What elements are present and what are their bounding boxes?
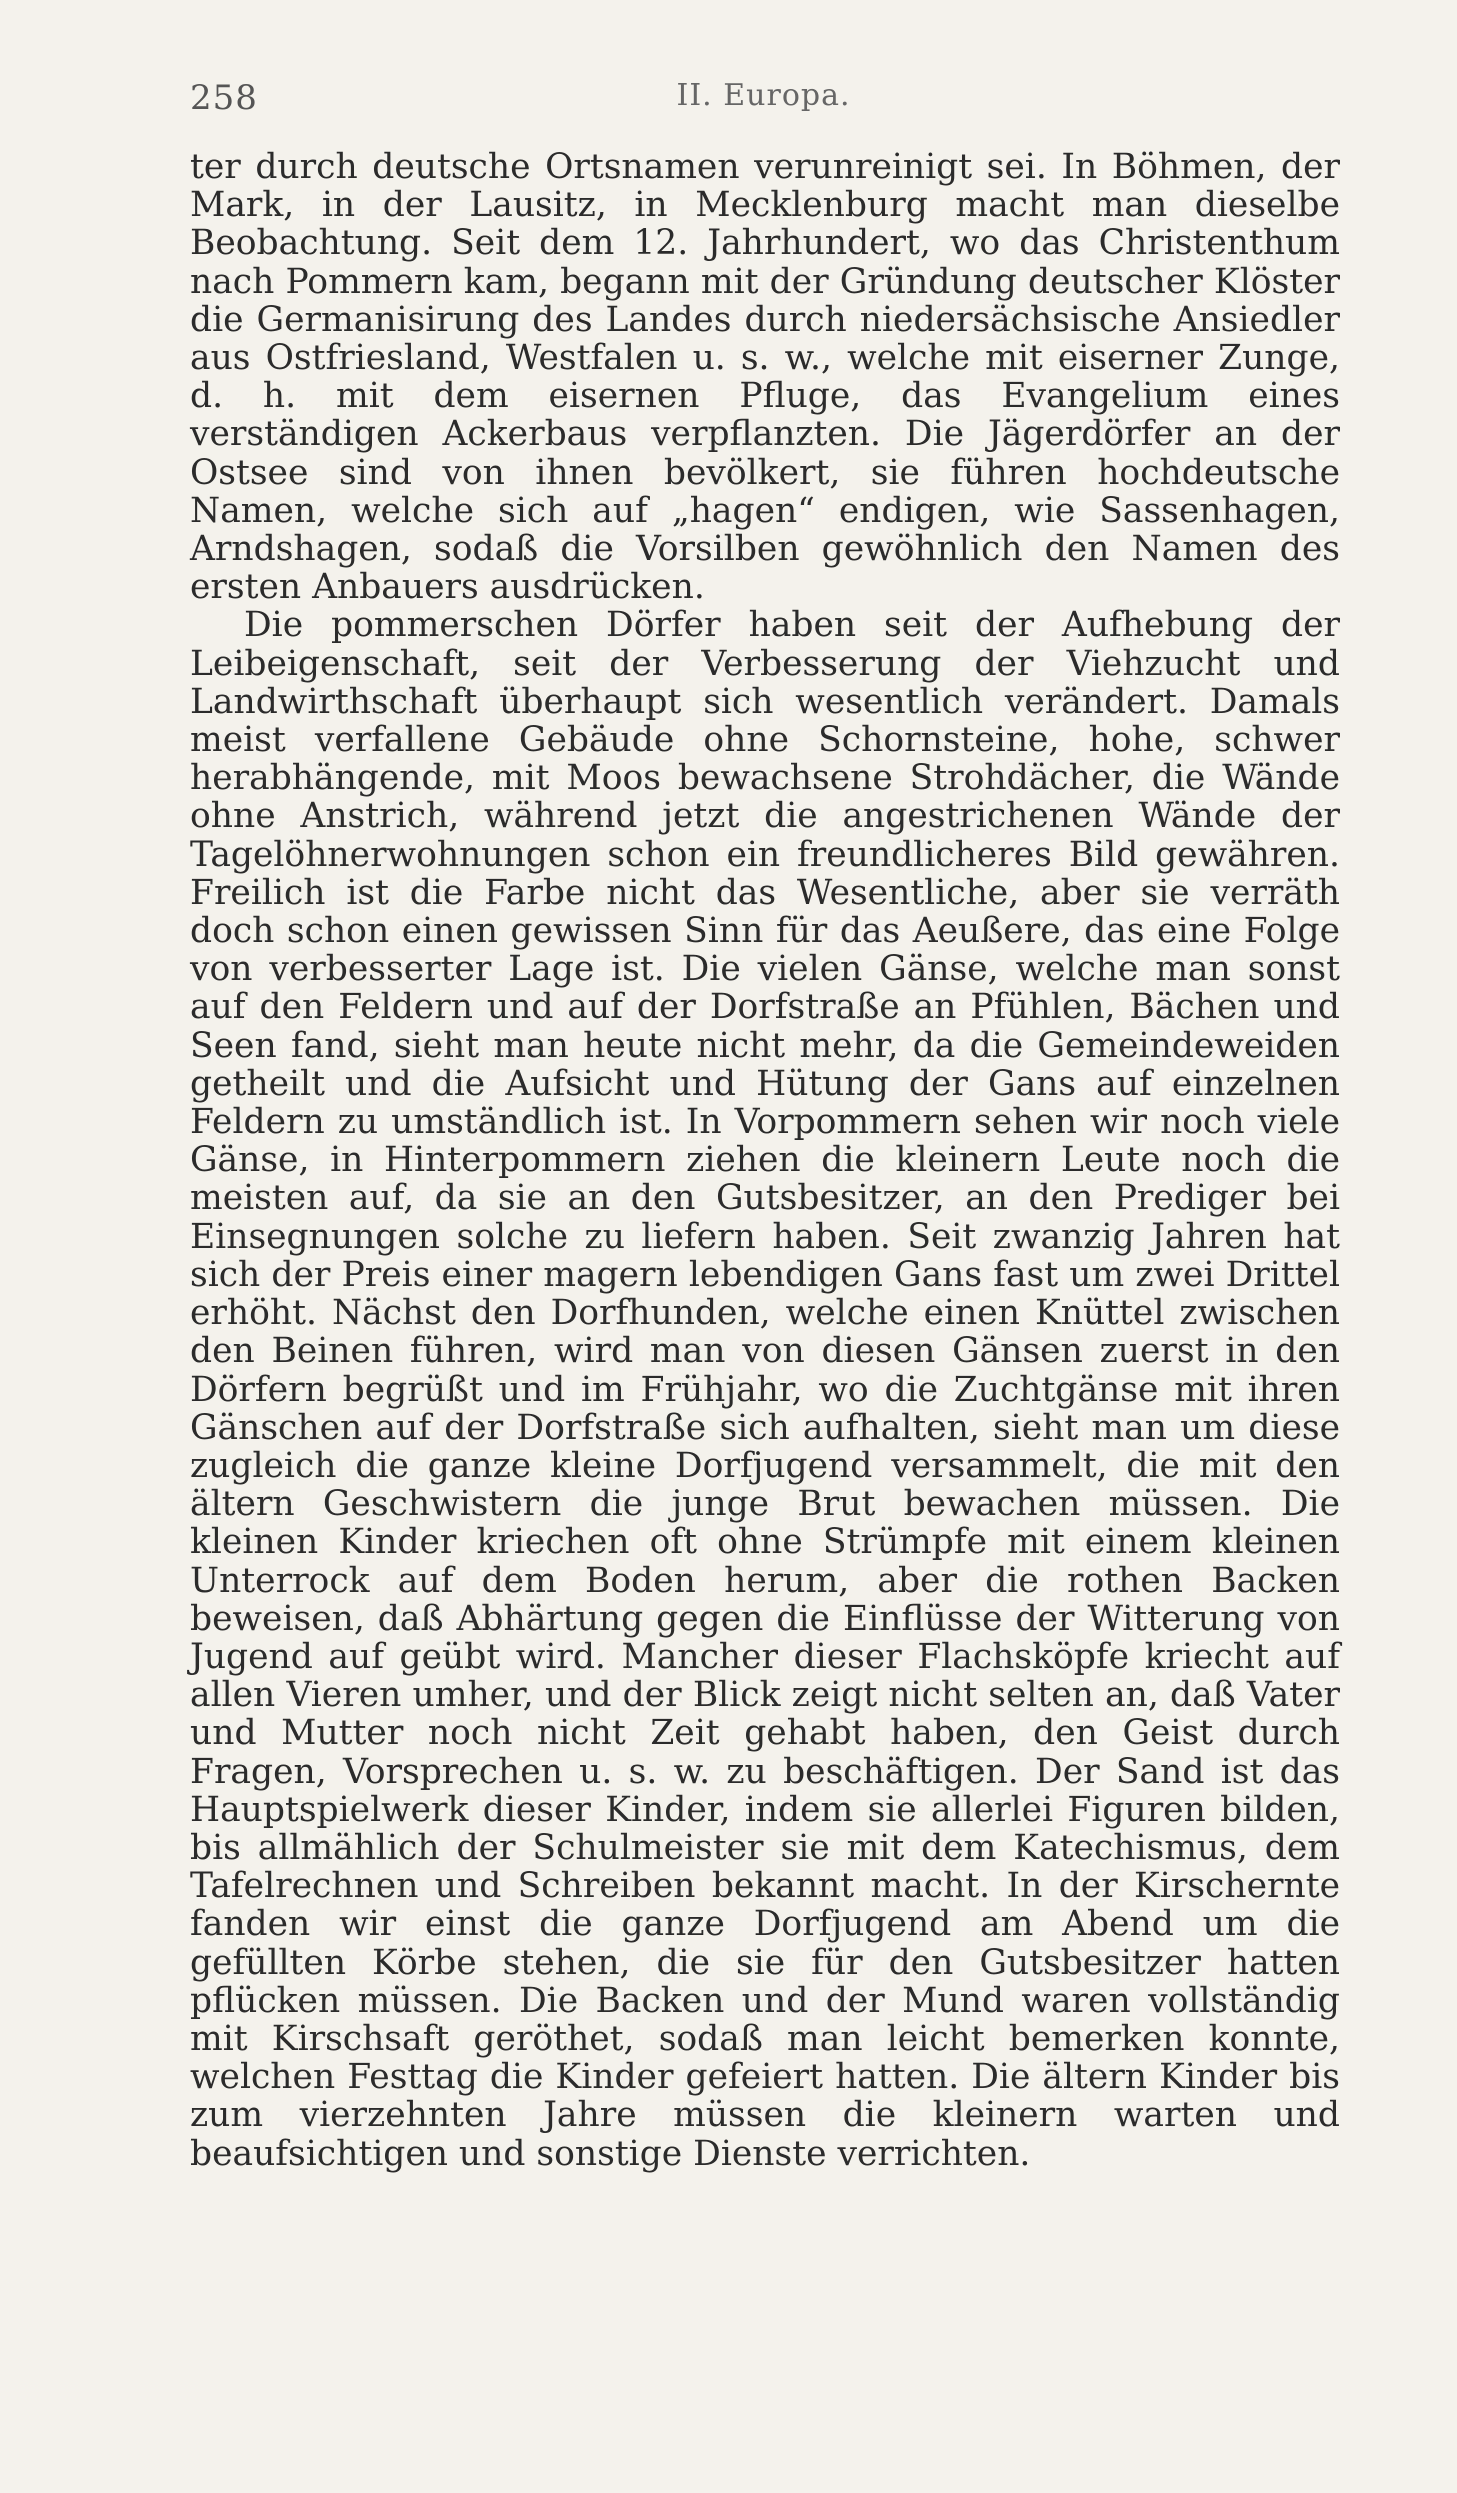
running-title: II. Europa. (676, 78, 851, 113)
paragraph: Die pommerschen Dörfer haben seit der Aufhebung der Leibeigenschaft, seit der Verbesserung der Viehzucht und Landwirthschaft überhaupt sich wesentlich verändert. Damals meist verfallene Gebäude ohne Schornsteine, hohe, schwer herabhängende, mit Moos bewachsene Strohdächer, die Wände ohne Anstrich, während jetzt die angestrichenen Wände der Tagelöhnerwohnungen schon ein freundlicheres Bild gewähren. Freilich ist die Farbe nicht das Wesentliche, aber sie verräth doch schon einen gewissen Sinn für das Aeußere, das eine Folge von verbesserter Lage ist. Die vielen Gänse, welche man sonst auf den Feldern und auf der Dorfstraße an Pfühlen, Bächen und Seen fand, sieht man heute nicht mehr, da die Gemeindeweiden getheilt und die Aufsicht und Hütung der Gans auf einzelnen Feldern zu umständlich ist. In Vorpommern sehen wir noch viele Gänse, in Hinterpommern ziehen die kleinern Leute noch die meisten auf, da sie an den Gutsbesitzer, an den Prediger bei Einsegnungen solche zu liefern haben. Seit zwanzig Jahren hat sich der Preis einer magern lebendigen Gans fast um zwei Drittel erhöht. Nächst den Dorfhunden, welche einen Knüttel zwischen den Beinen führen, wird man von diesen Gänsen zuerst in den Dörfern begrüßt und im Frühjahr, wo die Zuchtgänse mit ihren Gänschen auf der Dorfstraße sich aufhalten, sieht man um diese zugleich die ganze kleine Dorfjugend versammelt, die mit den ältern Geschwistern die junge Brut bewachen müssen. Die kleinen Kinder kriechen oft ohne Strümpfe mit einem kleinen Unterrock auf dem Boden herum, aber die rothen Backen beweisen, daß Abhärtung gegen die Einflüsse der Witterung von Jugend auf geübt wird. Mancher dieser Flachsköpfe kriecht auf allen Vieren umher, und der Blick zeigt nicht selten an, daß Vater und Mutter noch nicht Zeit gehabt haben, den Geist durch Fragen, Vorsprechen u. s. w. zu beschäftigen. Der Sand ist das Hauptspielwerk dieser Kinder, indem sie allerlei Figuren bilden, bis allmählich der Schulmeister sie mit dem Katechismus, dem Tafelrechnen und Schreiben bekannt macht. In der Kirschernte fanden wir einst die ganze Dorfjugend am Abend um die gefüllten Körbe stehen, die sie für den Gutsbesitzer hatten pflücken müssen. Die Backen und der Mund waren vollständig mit Kirschsaft geröthet, sodaß man leicht bemerken konnte, welchen Festtag die Kinder gefeiert hatten. Die ältern Kinder bis zum vierzehnten Jahre müssen die kleinern warten und beaufsichtigen und sonstige Dienste verrichten. (190, 605, 1340, 2174)
page-header (190, 78, 1337, 128)
page-number: 258 (190, 78, 258, 118)
paragraph: ter durch deutsche Ortsnamen verunreinigt sei. In Böhmen, der Mark, in der Lausitz, in Mecklenburg macht man dieselbe Beobachtung. Seit dem 12. Jahrhundert, wo das Christenthum nach Pommern kam, begann mit der Gründung deutscher Klöster die Germanisirung des Landes durch niedersächsische Ansiedler aus Ostfriesland, Westfalen u. s. w., welche mit eiserner Zunge, d. h. mit dem eisernen Pfluge, das Evangelium eines verständigen Ackerbaus verpflanzten. Die Jägerdörfer an der Ostsee sind von ihnen bevölkert, sie führen hochdeutsche Namen, welche sich auf „hagen“ endigen, wie Sassenhagen, Arndshagen, sodaß die Vorsilben gewöhnlich den Namen des ersten Anbauers ausdrücken. (190, 147, 1340, 608)
body-text (190, 148, 1340, 2173)
